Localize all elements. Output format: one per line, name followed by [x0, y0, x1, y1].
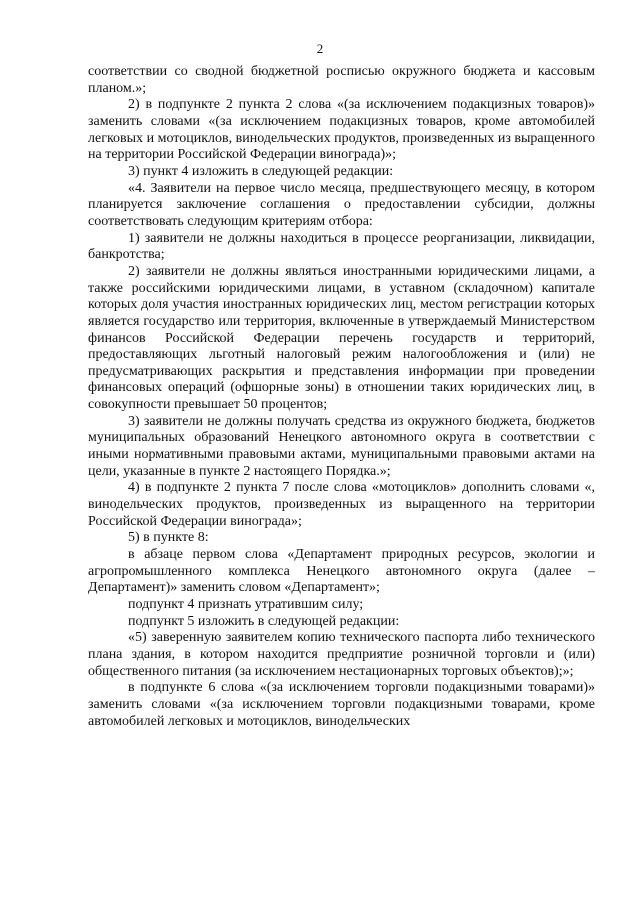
paragraph: в абзаце первом слова «Департамент природных ресурсов, экологии и агропромышленного комплекса Ненецкого автономного округа (далее – Департамент)» заменить словом «Департамент»;	[88, 547, 595, 596]
page-number: 2	[316, 41, 324, 56]
paragraph: в подпункте 6 слова «(за исключением торговли подакцизными товарами)» заменить словами «(за исключением торговли подакцизными товарами, кроме автомобилей легковых и мотоциклов, винодельческих	[88, 680, 595, 729]
paragraph: подпункт 4 признать утратившим силу;	[128, 597, 364, 612]
paragraph: 4) в подпункте 2 пункта 7 после слова «мотоциклов» дополнить словами «, винодельческих продуктов, произведенных из выращенного на территории Российской Федерации винограда»;	[88, 480, 595, 529]
paragraph: «5) заверенную заявителем копию технического паспорта либо технического плана здания, в котором находится предприятие розничной торговли и (или) общественного питания (за исключением нестационарных торговых объектов);»;	[88, 630, 595, 679]
paragraph: соответствии со сводной бюджетной росписью окружного бюджета и кассовым планом.»;	[88, 64, 595, 96]
paragraph: «4. Заявители на первое число месяца, предшествующего месяцу, в котором планируется заключение соглашения о предоставлении субсидии, должны соответствовать следующим критериям отбора:	[88, 180, 595, 229]
paragraph: 2) в подпункте 2 пункта 2 слова «(за исключением подакцизных товаров)» заменить словами «(за исключением подакцизных товаров, кроме автомобилей легковых и мотоциклов, винодельческих продуктов, произведенных из выращенного на территории Российской Федерации винограда)»;	[88, 97, 595, 163]
paragraph: 1) заявители не должны находиться в процессе реорганизации, ликвидации, банкротства;	[88, 230, 595, 263]
paragraph: 2) заявители не должны являться иностранными юридическими лицами, а также российскими юридическими лицами, в уставном (складочном) капитале которых доля участия иностранных юридических лиц, местом регистрации которых является государство или территория, включенные в утверждаемый Министерством финансов Российской Федерации перечень государств и территорий, предоставляющих льготный налоговый режим налогообложения и (или) не предусматривающих раскрытия и представления информации при проведении финансовых операций (офшорные зоны) в отношении таких юридических лиц, в совокупности превышает 50 процентов;	[88, 263, 595, 413]
document-body	[88, 64, 595, 730]
paragraph: подпункт 5 изложить в следующей редакции:	[128, 613, 400, 629]
paragraph: 3) пункт 4 изложить в следующей редакции:	[128, 163, 394, 179]
paragraph: 5) в пункте 8:	[128, 530, 209, 546]
paragraph: 3) заявители не должны получать средства из окружного бюджета, бюджетов муниципальных образований Ненецкого автономного округа в соответствии с иными нормативными правовыми актами, муниципальными правовыми актами на цели, указанные в пункте 2 настоящего Порядка.»;	[88, 413, 595, 479]
